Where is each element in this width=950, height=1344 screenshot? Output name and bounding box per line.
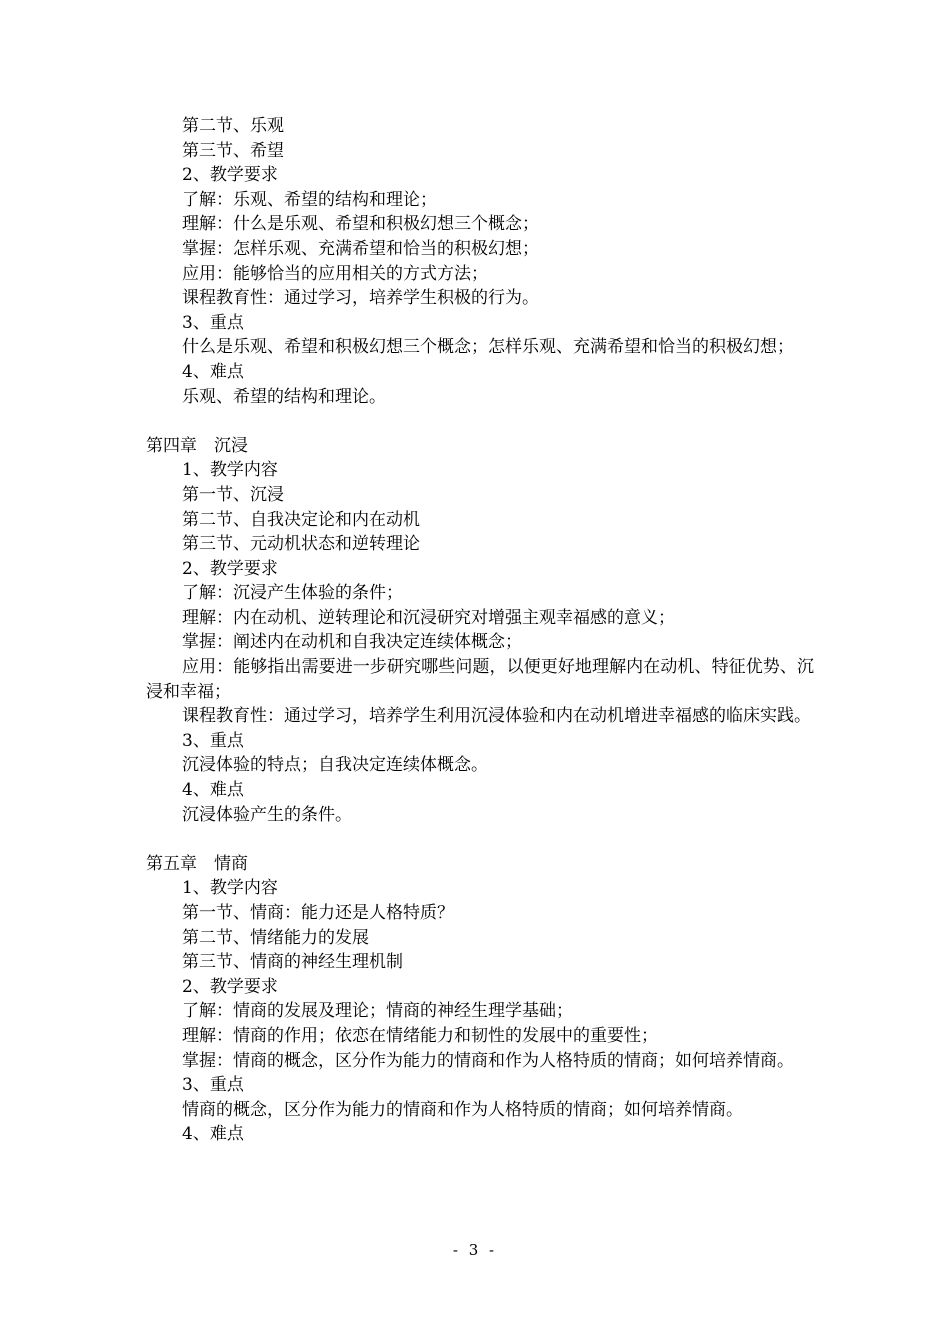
text-line: 掌握：怎样乐观、充满希望和恰当的积极幻想； [182,238,539,259]
text-line: 沉浸体验产生的条件。 [182,804,352,825]
text-line: 沉浸体验的特点；自我决定连续体概念。 [182,755,488,776]
text-line: 课程教育性：通过学习，培养学生积极的行为。 [182,288,539,309]
text-line: 掌握：阐述内在动机和自我决定连续体概念； [182,632,522,653]
paragraph: 掌握：情商的概念，区分作为能力的情商和作为人格特质的情商；如何培养情商。 [182,1050,794,1071]
paragraph: 什么是乐观、希望和积极幻想三个概念；怎样乐观、充满希望和恰当的积极幻想； [182,337,794,358]
text-line: 3、重点 [182,730,244,751]
text-line: 2、教学要求 [182,976,278,997]
text-line: 2、教学要求 [182,165,278,186]
text-line: 理解：内在动机、逆转理论和沉浸研究对增强主观幸福感的意义； [182,607,675,628]
chapter-heading: 第四章 沉浸 [146,435,248,456]
text-line: 第二节、乐观 [182,116,284,136]
blank-line [146,827,814,852]
paragraph: 应用：能够指出需要进一步研究哪些问题，以便更好地理解内在动机、特征优势、沉浸和幸福； [146,657,814,702]
text-line: 理解：什么是乐观、希望和积极幻想三个概念； [182,214,539,235]
text-line: 4、难点 [182,1124,244,1145]
text-line: 第三节、希望 [182,140,284,161]
document-body [146,114,814,1147]
paragraph: 课程教育性：通过学习，培养学生利用沉浸体验和内在动机增进幸福感的临床实践。 [182,706,811,727]
text-line: 4、难点 [182,361,244,382]
text-line: 第三节、情商的神经生理机制 [182,952,403,973]
text-line: 情商的概念，区分作为能力的情商和作为人格特质的情商；如何培养情商。 [182,1099,743,1120]
text-line: 了解：情商的发展及理论；情商的神经生理学基础； [182,1001,573,1022]
text-line: 理解：情商的作用；依恋在情绪能力和韧性的发展中的重要性； [182,1025,658,1046]
chapter-heading: 第五章 情商 [146,853,248,874]
text-line: 4、难点 [182,780,244,801]
text-line: 乐观、希望的结构和理论。 [182,386,386,407]
text-line: 了解：乐观、希望的结构和理论； [182,189,437,210]
text-line: 第二节、自我决定论和内在动机 [182,509,420,530]
text-line: 应用：能够恰当的应用相关的方式方法； [182,263,488,284]
text-line: 第一节、沉浸 [182,484,284,505]
text-line: 第三节、元动机状态和逆转理论 [182,534,420,555]
text-line: 2、教学要求 [182,558,278,579]
text-line: 1、教学内容 [182,460,278,481]
text-line: 3、重点 [182,1075,244,1096]
text-line: 1、教学内容 [182,878,278,899]
text-line: 了解：沉浸产生体验的条件； [182,583,403,604]
text-line: 第一节、情商：能力还是人格特质？ [182,903,454,923]
page-number: - 3 - [452,1241,498,1259]
text-line: 3、重点 [182,312,244,333]
blank-line [146,409,814,434]
text-line: 第二节、情绪能力的发展 [182,927,369,948]
